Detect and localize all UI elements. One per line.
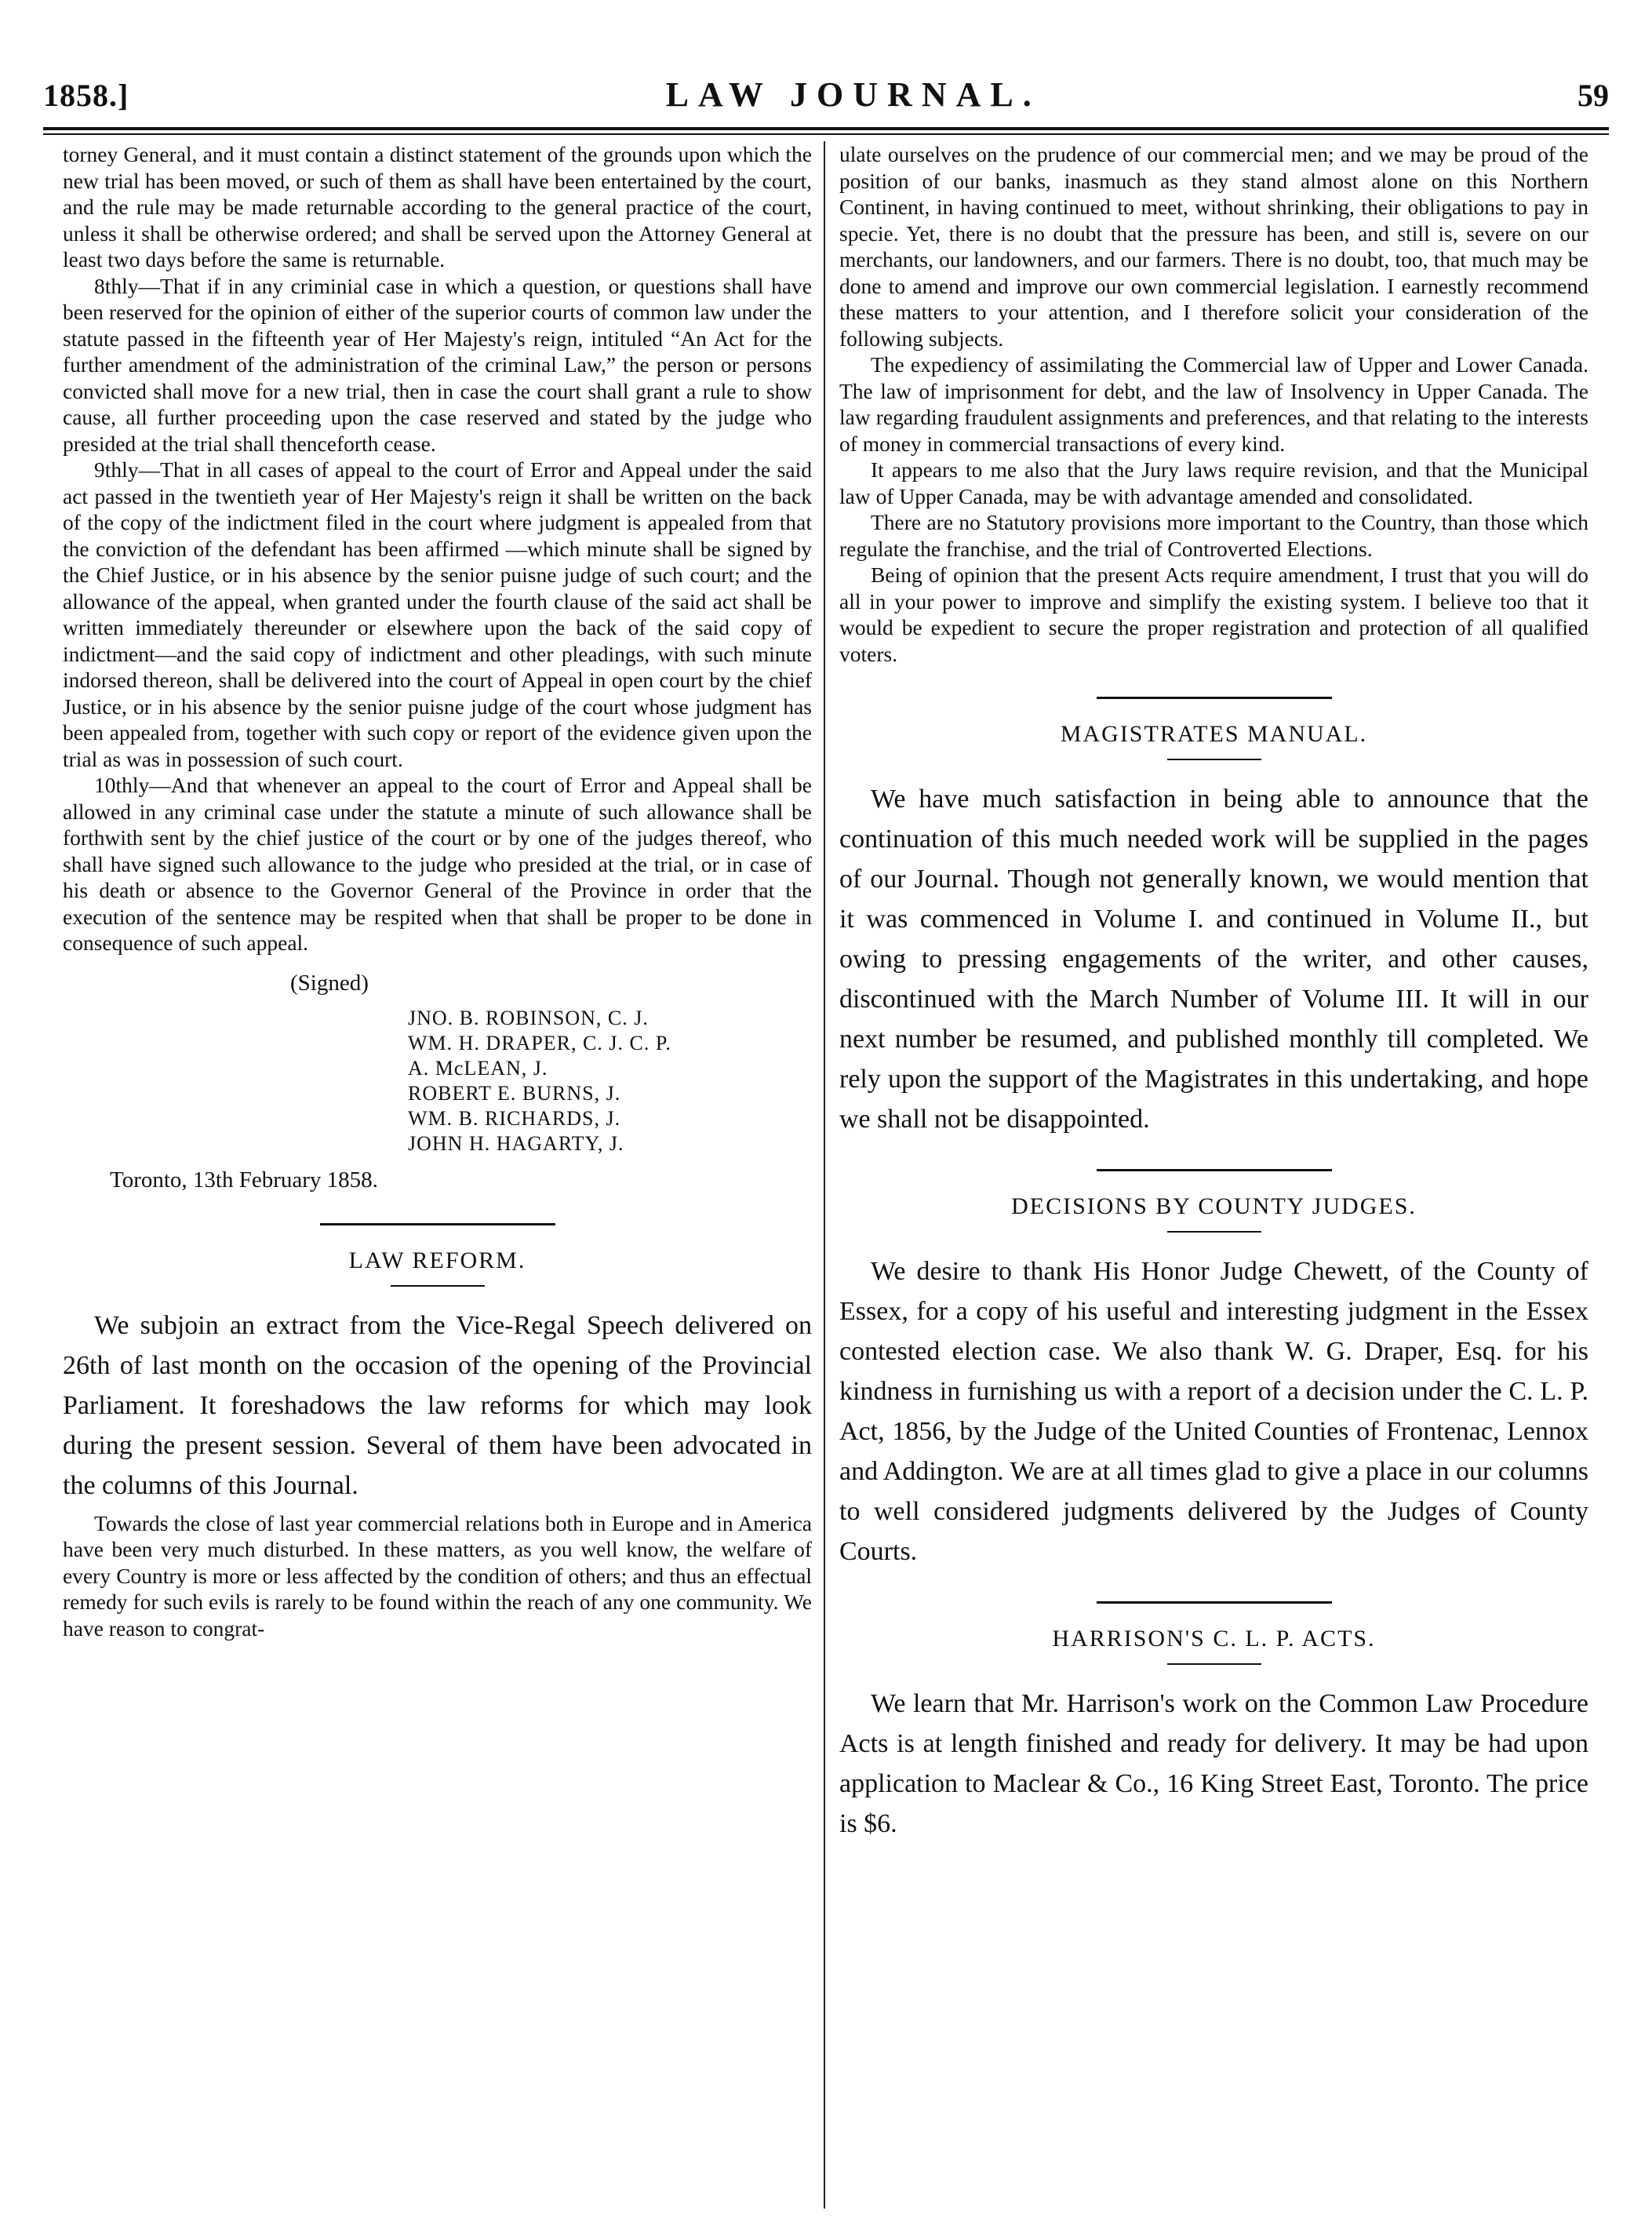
- signatory: WM. H. DRAPER, C. J. C. P.: [408, 1031, 671, 1054]
- rules-text: [63, 141, 812, 956]
- paragraph: 8thly—That if in any criminial case in which a question, or questions shall have been reserved for the opinion of either of the superior courts of common law under the statute passed in the fifteenth year of Her Majesty's reign, intituled “An Act for the further amendment of the administration of the criminal Law,” the person or persons convicted shall move for a new trial, then in case the court shall grant a rule to show cause, all further proceeding upon the case reserved and stated by the judge who presided at the trial shall thenceforth cease.: [63, 273, 812, 456]
- paragraph: We desire to thank His Honor Judge Chewett, of the County of Essex, for a copy of his useful and interesting judgment in the Essex contested election case. We also thank W. G. Draper, Esq. for his kindness in furnishing us with a report of a decision under the C. L. P. Act, 1856, by the Judge of the United Counties of Frontenac, Lennox and Addington. We are at all times glad to give a place in our columns to well considered judgments delivered by the Judges of County Courts.: [839, 1257, 1588, 1566]
- section-heading-harrison: HARRISON'S C. L. P. ACTS.: [1052, 1626, 1376, 1652]
- section-separator: [1097, 1601, 1332, 1604]
- signatory: WM. B. RICHARDS, J.: [408, 1106, 621, 1130]
- paragraph: We learn that Mr. Harrison's work on the Common Law Procedure Acts is at length finished and ready for delivery. It may be had upon application to Maclear & Co., 16 King Street East, Toronto. The price is $6.: [839, 1689, 1588, 1838]
- header-rule-thin: [43, 133, 1609, 135]
- paragraph: We subjoin an extract from the Vice-Regal Speech delivered on 26th of last month on the occasion of the opening of the Provincial Parliament. It foreshadows the law reforms for which may look during the present session. Several of them have been advocated in the columns of this Journal.: [63, 1310, 812, 1500]
- section-separator: [1097, 1169, 1332, 1171]
- left-column: [63, 141, 812, 2095]
- paragraph: We have much satisfaction in being able to announce that the continuation of this much needed work will be supplied in the pages of our Journal. Though not generally known, we would mention that it was commenced in Volume I. and continued in Volume II., but owing to pressing engagements of the writer, and other causes, discontinued with the March Number of Volume III. It will in our next number be resumed, and published monthly till completed. We rely upon the support of the Magistrates in this undertaking, and hope we shall not be disappointed.: [839, 785, 1588, 1134]
- paragraph: 10thly—And that whenever an appeal to the court of Error and Appeal shall be allowed in any criminal case under the statute a minute of such allowance shall be forthwith sent by the chief justice of the court or by one of the judges thereof, who shall have signed such allowance to the judge who presided at the trial, or in case of his death or absence to the Governor General of the Province in order that the execution of the sentence may be respited when that shall be proper to be done in consequence of such appeal.: [63, 773, 812, 955]
- column-divider: [824, 141, 825, 2209]
- signatory: ROBERT E. BURNS, J.: [408, 1081, 621, 1105]
- section-heading-law-reform: LAW REFORM.: [348, 1247, 526, 1273]
- section-heading-decisions: DECISIONS BY COUNTY JUDGES.: [1011, 1193, 1417, 1219]
- header-rule: [43, 127, 1609, 130]
- signatory: A. McLEAN, J.: [408, 1056, 548, 1080]
- paragraph: The expediency of assimilating the Commercial law of Upper and Lower Canada. The law of imprisonment for debt, and the law of Insolvency in Upper Canada. The law regarding fraudulent assignments and preferences, and that relating to the interests of money in commercial transactions of every kind.: [839, 352, 1588, 456]
- signatory: JOHN H. HAGARTY, J.: [408, 1131, 624, 1155]
- signed-label: (Signed): [290, 970, 369, 996]
- heading-rule: [1167, 1663, 1261, 1665]
- harrison-text: [839, 1684, 1588, 1844]
- law-reform-intro: [63, 1306, 812, 1506]
- paragraph: There are no Statutory provisions more important to the Country, than those which regulate the franchise, and the trial of Controverted Elections.: [839, 510, 1588, 561]
- section-separator: [1097, 697, 1332, 699]
- decisions-text: [839, 1251, 1588, 1571]
- paragraph: torney General, and it must contain a distinct statement of the grounds upon which the new trial has been moved, or such of them as shall have been entertained by the court, and the rule may be made returnable according to the general practice of the court, unless it shall be otherwise ordered; and shall be served upon the Attorney General at least two days before the same is returnable.: [63, 142, 812, 271]
- heading-rule: [391, 1285, 485, 1287]
- signatories-list: [63, 1006, 812, 1156]
- speech-extract: [63, 1510, 812, 1642]
- speech-continued: [839, 141, 1588, 667]
- heading-rule: [1167, 1231, 1261, 1233]
- paragraph: ulate ourselves on the prudence of our commercial men; and we may be proud of the position of our banks, inasmuch as they stand almost alone on this Northern Continent, in having continued to meet, without shrinking, their obligations to pay in specie. Yet, there is no doubt that the pressure has been, and still is, severe on our merchants, our landowners, and our farmers. There is no doubt, too, that much may be done to amend and improve our own commercial legislation. I earnestly recommend these matters to your attention, and I therefore solicit your consideration of the following subjects.: [839, 142, 1588, 351]
- section-heading-magistrates: MAGISTRATES MANUAL.: [1060, 721, 1368, 747]
- journal-title: LAW JOURNAL.: [665, 75, 1041, 114]
- paragraph: Being of opinion that the present Acts require amendment, I trust that you will do all in your power to improve and simplify the existing system. I believe too that it would be expedient to secure the proper registration and protection of all qualified voters.: [839, 563, 1588, 666]
- paragraph: 9thly—That in all cases of appeal to the court of Error and Appeal under the said act passed in the twentieth year of Her Majesty's reign it shall be written on the back of the copy of the indictment filed in the court where judgment is appealed from that the conviction of the defendant has been affirmed —which minute shall be signed by the Chief Justice, or in his absence by the senior puisne judge of such court; and the allowance of the appeal, when granted under the fourth clause of the said act shall be written immediately thereunder or elsewhere upon the back of the said copy of indictment—and the said copy of indictment and other pleadings, with such minute indorsed thereon, shall be delivered into the court of Appeal in open court by the chief Justice, or in his absence by the senior puisne judge of the court whose judgment has been appealed from, together with such copy or report of the evidence given upon the trial as was in possession of such court.: [63, 457, 812, 771]
- signatory: JNO. B. ROBINSON, C. J.: [408, 1006, 649, 1029]
- paragraph: It appears to me also that the Jury laws require revision, and that the Municipal law of Upper Canada, may be with advantage amended and consolidated.: [839, 457, 1588, 508]
- magistrates-text: [839, 779, 1588, 1139]
- section-separator: [320, 1223, 555, 1225]
- dateline: Toronto, 13th February 1858.: [110, 1167, 378, 1193]
- heading-rule: [1167, 759, 1261, 760]
- running-head: [43, 75, 1609, 123]
- right-column: [839, 141, 1588, 2095]
- header-year: 1858.]: [43, 78, 129, 113]
- paragraph: Towards the close of last year commercial relations both in Europe and in America have been very much disturbed. In these matters, as you well know, the welfare of every Country is more or less affected by the condition of others; and thus an effectual remedy for such evils is rarely to be found within the reach of any one community. We have reason to congrat-: [63, 1510, 812, 1641]
- page-number: 59: [1577, 78, 1609, 113]
